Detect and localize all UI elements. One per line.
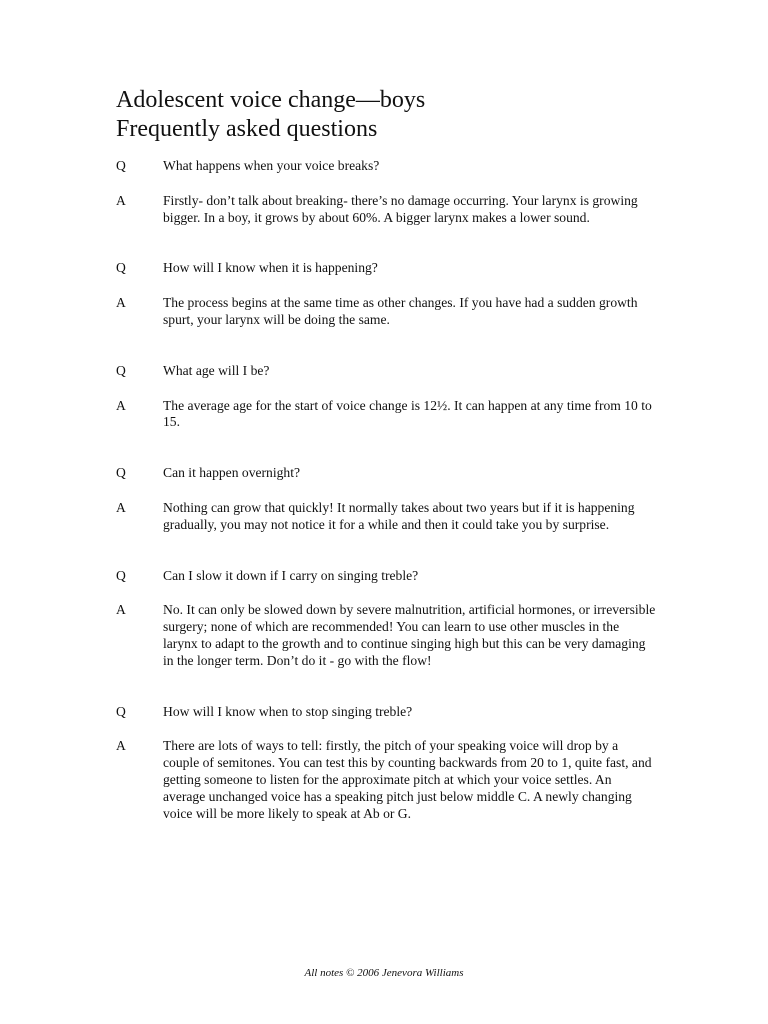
question-text: Can it happen overnight? [163,465,301,481]
question-text: Can I slow it down if I carry on singing treble? [163,567,419,583]
answer-marker: A [116,738,126,754]
faq-list [116,158,656,822]
faq-question-1 [116,158,656,175]
question-text: How will I know when to stop singing treble? [163,703,413,719]
faq-question-6 [116,704,656,721]
answer-text: Firstly- don’t talk about breaking- there’s no damage occurring. Your larynx is growing bigger. In a boy, it grows by about 60%. A bigger larynx makes a lower sound. [163,192,638,225]
answer-text: The process begins at the same time as other changes. If you have had a sudden growth spurt, your larynx will be doing the same. [163,295,638,327]
answer-marker: A [116,192,126,208]
question-marker: Q [116,362,126,378]
page-title [116,86,425,144]
title-line-2: Frequently asked questions [116,116,378,142]
faq-answer-4 [116,500,656,534]
faq-question-4 [116,465,656,482]
question-text: What age will I be? [163,362,270,378]
answer-text: Nothing can grow that quickly! It normally takes about two years but if it is happening gradually, you may not notice it for a while and then it could take you by surprise. [163,499,635,532]
answer-text: The average age for the start of voice change is 12½. It can happen at any time from 10 to 15. [163,397,652,430]
answer-marker: A [116,499,126,515]
question-marker: Q [116,260,126,276]
answer-marker: A [116,295,126,311]
answer-text: No. It can only be slowed down by severe malnutrition, artificial hormones, or irreversible surgery; none of which are recommended! You can learn to use other muscles in the larynx to adapt to the growth and to continue singing high but this can be very damaging in the longer term. Don’t do it - go with the flow! [163,602,656,668]
faq-answer-5 [116,602,656,669]
question-marker: Q [116,567,126,583]
faq-question-2 [116,260,656,277]
copyright-footer: All notes © 2006 Jenevora Williams [304,967,464,979]
faq-question-5 [116,568,656,585]
title-line-1: Adolescent voice change—boys [116,87,426,113]
answer-text: There are lots of ways to tell: firstly, the pitch of your speaking voice will drop by a couple of semitones. You can test this by counting backwards from 20 to 1, quite fast, and getting someone to listen for the approximate pitch at which your voice settles. An average unchanged voice has a speaking pitch just below middle C. A newly changing voice will be more likely to speak at Ab or G. [163,738,652,821]
faq-answer-1 [116,193,656,227]
faq-answer-3 [116,398,656,432]
faq-answer-6 [116,738,656,822]
faq-question-3 [116,363,656,380]
question-text: How will I know when it is happening? [163,260,378,276]
question-marker: Q [116,158,126,173]
question-text: What happens when your voice breaks? [163,158,380,173]
question-marker: Q [116,703,126,719]
question-marker: Q [116,465,126,481]
answer-marker: A [116,397,126,413]
faq-answer-2 [116,295,656,329]
answer-marker: A [116,602,126,618]
